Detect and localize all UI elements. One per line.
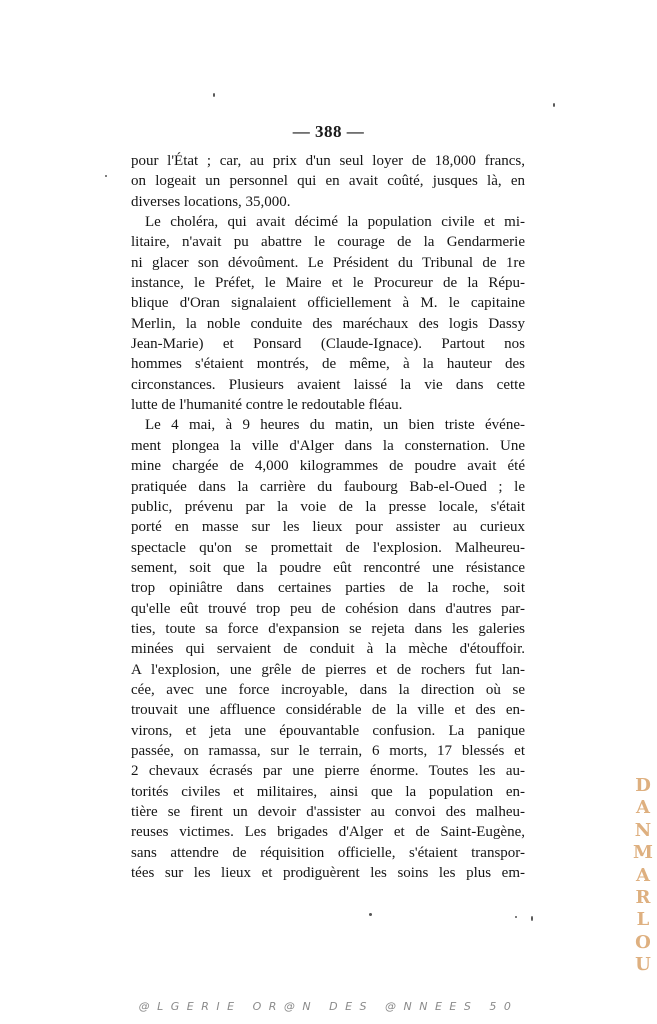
scan-speck [213,93,215,97]
text-line: on logeait un personnel qui en avait coûté, jusques là, en [131,173,525,190]
text-line: litaire, n'avait pu abattre le courage de la Gendarmerie [131,234,525,251]
text-line: spectacle qu'on se promettait de l'explosion. Malheureu- [131,539,525,556]
text-line: pour l'État ; car, au prix d'un seul loyer de 18,000 francs, [131,153,525,169]
text-line: qu'elle eût trouvé trop peu de cohésion dans d'autres par- [131,600,525,617]
text-line: torités civiles et militaires, ainsi que la population en- [131,783,525,800]
text-line: public, prévenu par la voie de la presse locale, s'était [131,498,525,515]
text-line: passée, on ramassa, sur le terrain, 6 morts, 17 blessés et [131,742,525,759]
scan-speck [105,175,107,177]
text-line: porté en masse sur les lieux pour assister au curieux [131,519,525,536]
text-line: tées sur les lieux et prodiguèrent les soins les plus em- [131,865,525,882]
text-line: cée, avec une force incroyable, dans la direction où se [131,681,525,698]
text-line: mine chargée de 4,000 kilogrammes de poudre avait été [131,458,525,475]
paragraph-start-line: Le choléra, qui avait décimé la population civile et mi- [145,214,525,231]
text-line: ni glacer son dévoûment. Le Président du Tribunal de 1re [131,254,525,271]
text-line: trouvait une affluence considérable de la ville et des en- [131,702,525,719]
text-line: trop opiniâtre dans certaines parties de la roche, soit [131,580,525,597]
text-line: Jean-Marie) et Ponsard (Claude-Ignace). Partout nos [131,336,525,353]
text-line: tière se firent un devoir d'assister au convoi des malheu- [131,804,525,820]
text-line: hommes s'étaient montrés, de même, à la hauteur des [131,356,525,373]
vertical-watermark: DANMARLOU [633,775,653,976]
paragraph-start-line: Le 4 mai, à 9 heures du matin, un bien triste événe- [145,417,525,434]
text-line: 2 chevaux écrasés par une pierre énorme. Toutes les au- [131,763,525,780]
text-line: sans attendre de réquisition officielle, s'étaient transpor- [131,844,525,861]
text-line: sement, soit que la poudre eût rencontré une résistance [131,559,525,576]
page-number: — 388 — [292,122,365,141]
text-line: ment plongea la ville d'Alger dans la consternation. Une [131,437,525,454]
text-line: reuses victimes. Les brigades d'Alger et de Saint-Eugène, [131,824,525,841]
text-line: Merlin, la noble conduite des maréchaux des logis Dassy [131,315,525,332]
scan-speck [531,916,533,921]
footer-watermark: @LGERIE OR@N DES @NNEES 50 [138,1000,519,1013]
text-line: diverses locations, 35,000. [131,193,291,210]
text-line: A l'explosion, une grêle de pierres et de rochers fut lan- [131,661,525,678]
text-line: ties, toute sa force d'expansion se rejeta dans les galeries [131,620,525,637]
text-line: instance, le Préfet, le Maire et le Procureur de la Répu- [131,275,525,292]
text-line: pratiquée dans la carrière du faubourg Bab-el-Oued ; le [131,478,525,495]
text-line: minées qui servaient de conduit à la mèche d'étouffoir. [131,641,525,658]
body-text [131,151,525,883]
scan-speck [369,913,372,916]
scan-speck [553,103,555,107]
text-line: virons, et jeta une épouvantable confusion. La panique [131,722,525,739]
text-line: circonstances. Plusieurs avaient laissé la vie dans cette [131,376,525,393]
text-line: blique d'Oran signalaient officiellement à M. le capitaine [131,295,525,312]
text-line: lutte de l'humanité contre le redoutable fléau. [131,397,403,414]
scan-speck [515,916,517,918]
